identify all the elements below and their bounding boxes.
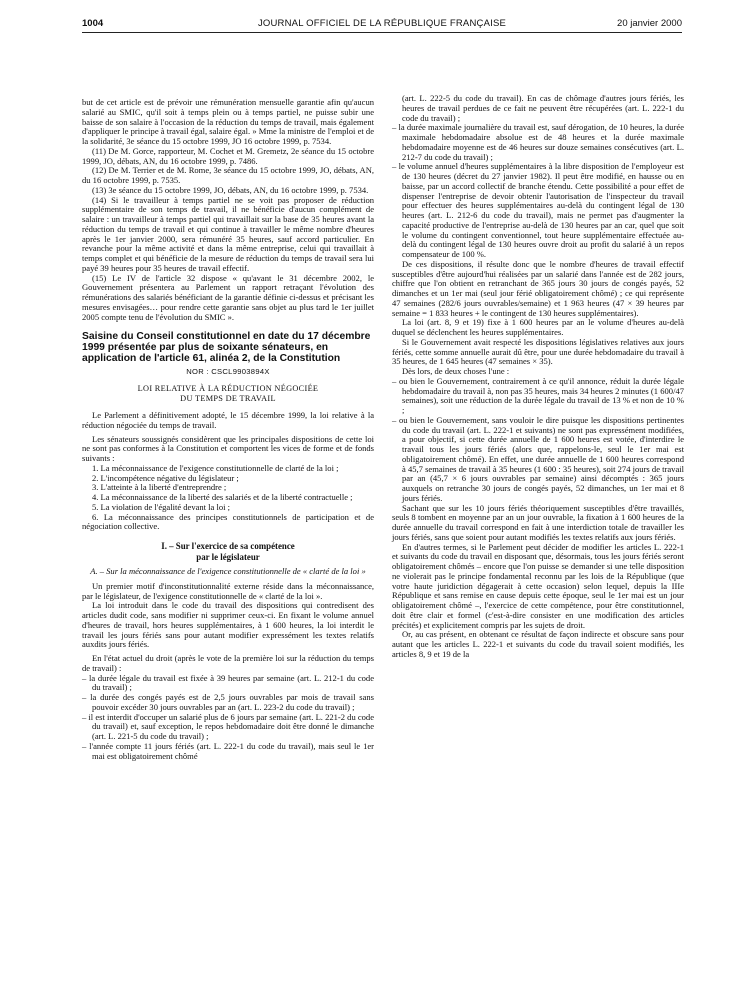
page-header	[82, 18, 682, 32]
section-title	[82, 541, 374, 562]
right-column	[392, 94, 684, 660]
nor-reference: NOR : CSCL9903894X	[186, 367, 270, 377]
dash-item: – ou bien le Gouvernement, contrairement à ce qu'il annonce, réduit la durée légale hebdomadaire du travail à, non pas 35 heures, mais 34 heures 2 minutes (1 600/47 semaines), soit une réduction de la durée légale du travail de 13 % et non de 10 % ;	[392, 375, 684, 415]
footnote: (11) De M. Gorce, rapporteur, M. Cochet et M. Gremetz, 2e séance du 15 octobre 1999, JO, débats, AN, du 16 octobre 1999, p. 7486.	[82, 145, 374, 166]
grievance-item: 6. La méconnaissance des principes constitutionnels de participation et de négociation collective.	[82, 511, 374, 532]
header-rule	[82, 32, 682, 33]
law-title-line: DU TEMPS DE TRAVAIL	[180, 394, 276, 403]
grievance-item: 2. L'incompétence négative du législateur ;	[92, 472, 239, 483]
paragraph: Sachant que sur les 10 jours fériés théoriquement susceptibles d'être travaillés, seuls 8 tombent en moyenne par an un jour ouvrable, la fixation à 1 600 heures de la durée annuelle du travail correspond en fait à une interdiction totale de travailler les jours fériés, sans que soient pour autant modifiés les textes relatifs aux jours fériés.	[392, 502, 684, 542]
saisine-title: Saisine du Conseil constitutionnel en date du 17 décembre 1999 présentée par plus de soixante sénateurs, en application de l'article 61, alinéa 2, de la Constitution	[82, 331, 371, 365]
grievance-item: 3. L'atteinte à la liberté d'entreprendre ;	[92, 482, 227, 493]
dash-item: – la durée des congés payés est de 2,5 jours ouvrables par mois de travail sans pouvoir excéder 30 jours ouvrables par an (art. L. 223-2 du code du travail) ;	[82, 692, 374, 712]
dash-item: – l'année compte 11 jours fériés (art. L. 222-1 du code du travail), mais seul le 1er mai est obligatoirement chômé	[82, 740, 374, 761]
section-title-line: par le législateur	[196, 551, 260, 562]
footnote: (13) 3e séance du 15 octobre 1999, JO, débats, AN, du 16 octobre 1999, p. 7534.	[92, 184, 369, 195]
continued-text: (art. L. 222-5 du code du travail). En cas de chômage d'autres jours fériés, les heures de travail perdues de ce fait ne peuvent être récupérées (art. L. 222-1 du code du travail) ;	[402, 93, 684, 123]
paragraph: Les sénateurs soussignés considèrent que les principales dispositions de cette loi ne sont pas conformes à la Constitution et comportent les vices de forme et de fonds suivants :	[82, 433, 374, 463]
page-number: 1004	[82, 18, 104, 29]
paragraph: En l'état actuel du droit (après le vote de la première loi sur la réduction du temps de travail) :	[82, 653, 374, 673]
left-column	[82, 98, 374, 761]
paragraph: Dès lors, de deux choses l'une :	[402, 366, 510, 376]
dash-item: – la durée légale du travail est fixée à 39 heures par semaine (art. L. 212-1 du code du travail) ;	[82, 672, 374, 693]
paragraph: La loi (art. 8, 9 et 19) fixe à 1 600 heures par an le volume d'heures au-delà duquel se déclenchent les heures supplémentaires.	[392, 317, 684, 337]
dash-item: – ou bien le Gouvernement, sans vouloir le dire puisque les dispositions pertinentes du code du travail (art. L. 222-1 et suivants) ne sont pas expressément modifiées, a pour objectif, si cette durée annuelle de 1 600 heures est votée, d'interdire le travail tous les jours fériés (alors que, rappelons-le, seul le 1er mai est obligatoirement chômé). En effet, une durée annuelle de 1 600 heures correspond à 45,7 semaines de travail à 35 heures (1 600 : 35 heures), soit 274 jours de travail par an (45,7 × 6 jours ouvrables par semaine) ainsi décomptés : 365 jours auxquels on retranche 30 jours de congés payés, 52 dimanches, un 1er mai et 8 jours fériés.	[392, 414, 684, 503]
paragraph: Le Parlement a définitivement adopté, le 15 décembre 1999, la loi relative à la réduction négociée du temps de travail.	[82, 410, 374, 430]
journal-title: JOURNAL OFFICIEL DE LA RÉPUBLIQUE FRANÇAISE	[257, 18, 507, 29]
paragraph: En d'autres termes, si le Parlement peut décider de modifier les articles L. 222-1 et suivants du code du travail en disposant que, désormais, tous les jours fériés seront obligatoirement chômés – encore que l'on puisse se demander si une telle disposition ne violerait pas le principe fondamental reconnu par les lois de la République (que votre haute juridiction dégagerait à cette occasion) selon lequel, depuis la IIIe République et sans remise en cause depuis cette époque, seul le 1er mai est un jour obligatoirement chômé –, l'exercice de cette compétence, pour être constitutionnel, doit être clair et formel (c'est-à-dire consister en une modification des articles précités) et explicitement compris par les sujets de droit.	[392, 541, 684, 630]
footnote: (15) Le IV de l'article 32 dispose « qu'avant le 31 décembre 2002, le Gouvernement présentera au Parlement un rapport retraçant l'évolution des rémunérations des salariés bénéficiant de la garantie définie ci-dessus et précisant les mesures envisagées… pour rendre cette garantie sans objet au plus tard le 1er juillet 2005 compte tenu de l'évolution du SMIC ».	[82, 272, 374, 322]
grievance-item: 4. La méconnaissance de la liberté des salariés et de la liberté contractuelle ;	[92, 492, 353, 502]
footnote: (14) Si le travailleur à temps partiel ne se voit pas proposer de réduction supplémentaire de son temps de travail, il ne bénéficie d'aucun complément de salaire : un travailleur à temps partiel qui travaillait sur la base de 35 heures avant la réduction du temps de travail et qui continue à travailler le même nombre d'heures après le 1er janvier 2000, sera rémunéré 35 heures, sauf accord particulier. En revanche pour la même activité et dans la même entreprise, celui qui travaillait à temps complet et qui bénéficie de la mesure de réduction du temps de travail sera lui payé 39 heures pour 35 heures de travail effectif.	[82, 194, 374, 273]
paragraph: Si le Gouvernement avait respecté les dispositions législatives relatives aux jours fériés, cette somme annuelle aurait dû être, pour une durée hebdomadaire du travail à 35 heures, de 1 645 heures (47 semaines × 35).	[392, 336, 684, 367]
law-title	[82, 384, 374, 404]
footnote: (12) De M. Terrier et de M. Rome, 3e séance du 15 octobre 1999, JO, débats, AN, du 16 octobre 1999, p. 7535.	[82, 165, 374, 185]
section-title-line: I. – Sur l'exercice de sa compétence	[161, 541, 295, 551]
dash-item: – il est interdit d'occuper un salarié plus de 6 jours par semaine (art. L. 221-2 du code du travail) et, sauf exception, le repos hebdomadaire doit être donné le dimanche (art. L. 221-5 du code du travail) ;	[82, 711, 374, 741]
dash-item: – la durée maximale journalière du travail est, sauf dérogation, de 10 heures, la durée maximale hebdomadaire absolue est de 48 heures et la durée maximale hebdomadaire moyenne est de 46 heures sur douze semaines consécutives (art. L. 212-7 du code du travail) ;	[392, 122, 684, 162]
dash-item: – le volume annuel d'heures supplémentaires à la libre disposition de l'employeur est de 130 heures (décret du 27 janvier 1982). Il peut être modifié, en hausse ou en baisse, par un accord collectif de branche étendu. Cette possibilité a pour effet de dispenser l'entreprise de devoir obtenir l'autorisation de l'inspecteur du travail pour effectuer des heures supplémentaires au-delà du contingent légal de 130 heures (art. L. 212-6 du code du travail), mais ne permet pas d'augmenter la capacité productive de l'entreprise au-delà de 130 heures par an car, quel que soit le volume du contingent conventionnel, tout heure supplémentaire effectuée au-delà du contingent légal de 130 heures ouvre droit au profit du salarié à un repos compensateur de 100 %.	[392, 161, 684, 259]
paragraph: Or, au cas présent, en obtenant ce résultat de façon indirecte et obscure sans pour autant que les articles L. 222-1 et suivants du code du travail soient modifiés, les articles 8, 9 et 19 de la	[392, 629, 684, 659]
paragraph: Un premier motif d'inconstitutionnalité externe réside dans la méconnaissance, par le législateur, de l'exigence constitutionnelle de « clarté de la loi ».	[82, 580, 374, 601]
law-title-line: LOI RELATIVE À LA RÉDUCTION NÉGOCIÉE	[137, 384, 319, 393]
grievance-item: 1. La méconnaissance de l'exigence constitutionnelle de clarté de la loi ;	[92, 462, 339, 473]
paragraph: La loi introduit dans le code du travail des dispositions qui contredisent des articles dudit code, sans modifier ni supprimer ceux-ci. En fixant le volume annuel d'heures de travail, hors heures supplémentaires, à 1 600 heures, la loi interdit le travail les jours fériés sans pour autant modifier expressément les textes relatifs auxdits jours fériés.	[82, 600, 374, 650]
paragraph: De ces dispositions, il résulte donc que le nombre d'heures de travail effectif susceptibles d'être aujourd'hui réalisées par un salarié dans l'année est de 282 jours, chiffre que l'on obtient en retranchant de 365 jours 30 jours de congés payés, 52 dimanches et un 1er mai (seul jour férié obligatoirement chômé) ; ce qui représente 47 semaines (282/6 jours ouvrables/semaine) et 1 963 heures (47 × 39 heures par semaine = 1 833 heures + le contingent de 130 heures supplémentaires).	[392, 258, 684, 318]
intro-paragraph: but de cet article est de prévoir une rémunération mensuelle garantie afin qu'aucun salarié au SMIC, qu'il soit à temps plein ou à temps partiel, ne puisse subir une baisse de son salaire à l'occasion de la réduction du temps de travail, mais également d'appliquer le principe à travail égal, salaire égal. » Mme la ministre de l'emploi et de la solidarité, 3e séance du 15 octobre 1999, JO 16 octobre 1999, p. 7534.	[82, 97, 374, 146]
grievance-item: 5. La violation de l'égalité devant la loi ;	[92, 501, 231, 512]
subsection-title: A. – Sur la méconnaissance de l'exigence constitutionnelle de « clarté de la loi »	[90, 566, 366, 576]
issue-date: 20 janvier 2000	[617, 18, 682, 29]
